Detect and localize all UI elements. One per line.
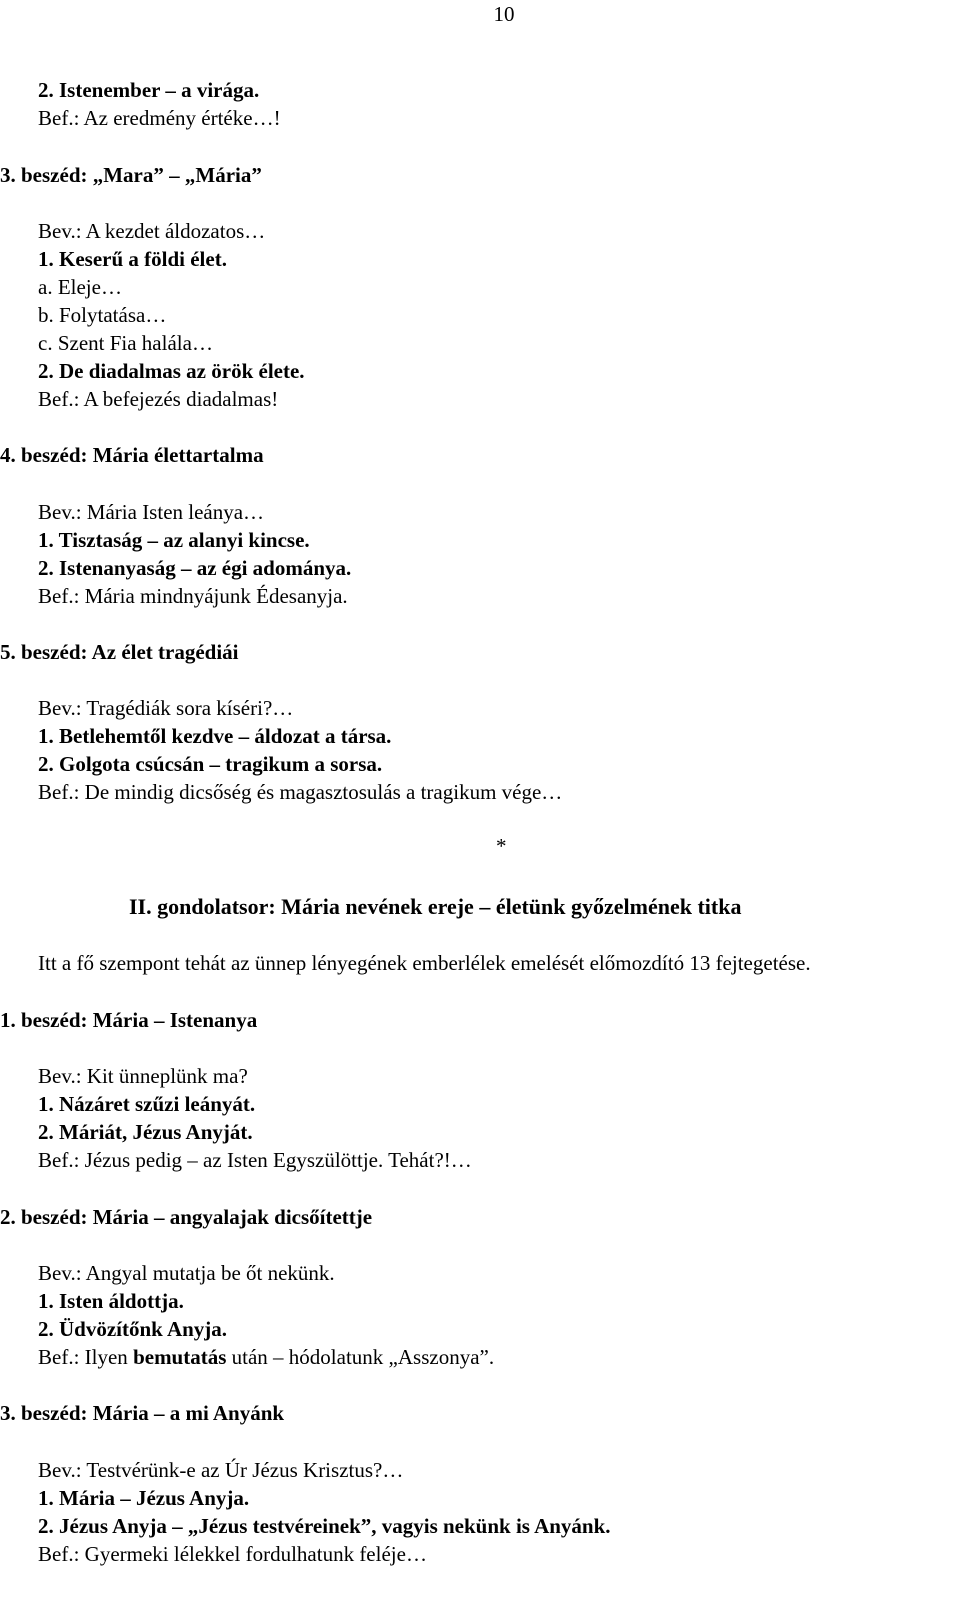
section-item: 1. Isten áldottja. — [38, 1289, 184, 1313]
section-conclusion: Bef.: A befejezés diadalmas! — [38, 387, 279, 411]
section-subitem: a. Eleje… — [38, 275, 122, 299]
section-item: 2. Jézus Anyja – „Jézus testvéreinek”, vagyis nekünk is Anyánk. — [38, 1514, 611, 1538]
section-item: 2. Golgota csúcsán – tragikum a sorsa. — [38, 752, 383, 776]
section-conclusion: Bef.: Az eredmény értéke…! — [38, 106, 281, 130]
section-intro: Bev.: Testvérünk-e az Úr Jézus Krisztus?… — [38, 1458, 404, 1482]
section-intro: Bev.: Kit ünneplünk ma? — [38, 1064, 248, 1088]
section-item: 2. Máriát, Jézus Anyját. — [38, 1120, 253, 1144]
section-conclusion: Bef.: Mária mindnyájunk Édesanyja. — [38, 584, 348, 608]
section-conclusion: Bef.: Gyermeki lélekkel fordulhatunk feléje… — [38, 1542, 427, 1566]
section-item: 1. Názáret szűzi leányát. — [38, 1092, 256, 1116]
section-subitem: b. Folytatása… — [38, 303, 167, 327]
section-item: 2. De diadalmas az örök élete. — [38, 359, 305, 383]
separator-asterisk: * — [496, 834, 507, 858]
conclusion-prefix: Bef.: Ilyen — [38, 1345, 134, 1369]
section-item: 2. Istenember – a virága. — [38, 78, 260, 102]
section-subitem: c. Szent Fia halála… — [38, 331, 213, 355]
section-title: 3. beszéd: „Mara” – „Mária” — [0, 163, 262, 187]
section-title: 4. beszéd: Mária élettartalma — [0, 443, 264, 467]
section-item: 2. Üdvözítőnk Anyja. — [38, 1317, 228, 1341]
section-item: 2. Istenanyaság – az égi adománya. — [38, 556, 352, 580]
section-intro: Bev.: A kezdet áldozatos… — [38, 219, 266, 243]
section-intro: Bev.: Angyal mutatja be őt nekünk. — [38, 1261, 335, 1285]
section-conclusion: Bef.: Jézus pedig – az Isten Egyszülöttje. Tehát?!… — [38, 1148, 472, 1172]
section-title: 5. beszéd: Az élet tragédiái — [0, 640, 239, 664]
page-number: 10 — [493, 2, 515, 26]
section-item: 1. Mária – Jézus Anyja. — [38, 1486, 250, 1510]
section-intro: Bev.: Mária Isten leánya… — [38, 500, 265, 524]
section-title: 1. beszéd: Mária – Istenanya — [0, 1008, 258, 1032]
part-intro: Itt a fő szempont tehát az ünnep lényegének emberlélek emelését előmozdító 13 fejtegetése. — [38, 951, 811, 975]
section-title: 2. beszéd: Mária – angyalajak dicsőítettje — [0, 1205, 373, 1229]
conclusion-suffix: után – hódolatunk „Asszonya”. — [226, 1345, 495, 1369]
section-title: 3. beszéd: Mária – a mi Anyánk — [0, 1401, 285, 1425]
conclusion-emphasis: bemutatás — [133, 1345, 227, 1369]
section-item: 1. Keserű a földi élet. — [38, 247, 227, 271]
part-heading: II. gondolatsor: Mária nevének ereje – életünk győzelmének titka — [129, 894, 742, 919]
section-item: 1. Betlehemtől kezdve – áldozat a társa. — [38, 724, 392, 748]
section-intro: Bev.: Tragédiák sora kíséri?… — [38, 696, 294, 720]
section-conclusion: Bef.: De mindig dicsőség és magasztosulás a tragikum vége… — [38, 780, 563, 804]
section-conclusion — [38, 1345, 494, 1369]
section-item: 1. Tisztaság – az alanyi kincse. — [38, 528, 310, 552]
